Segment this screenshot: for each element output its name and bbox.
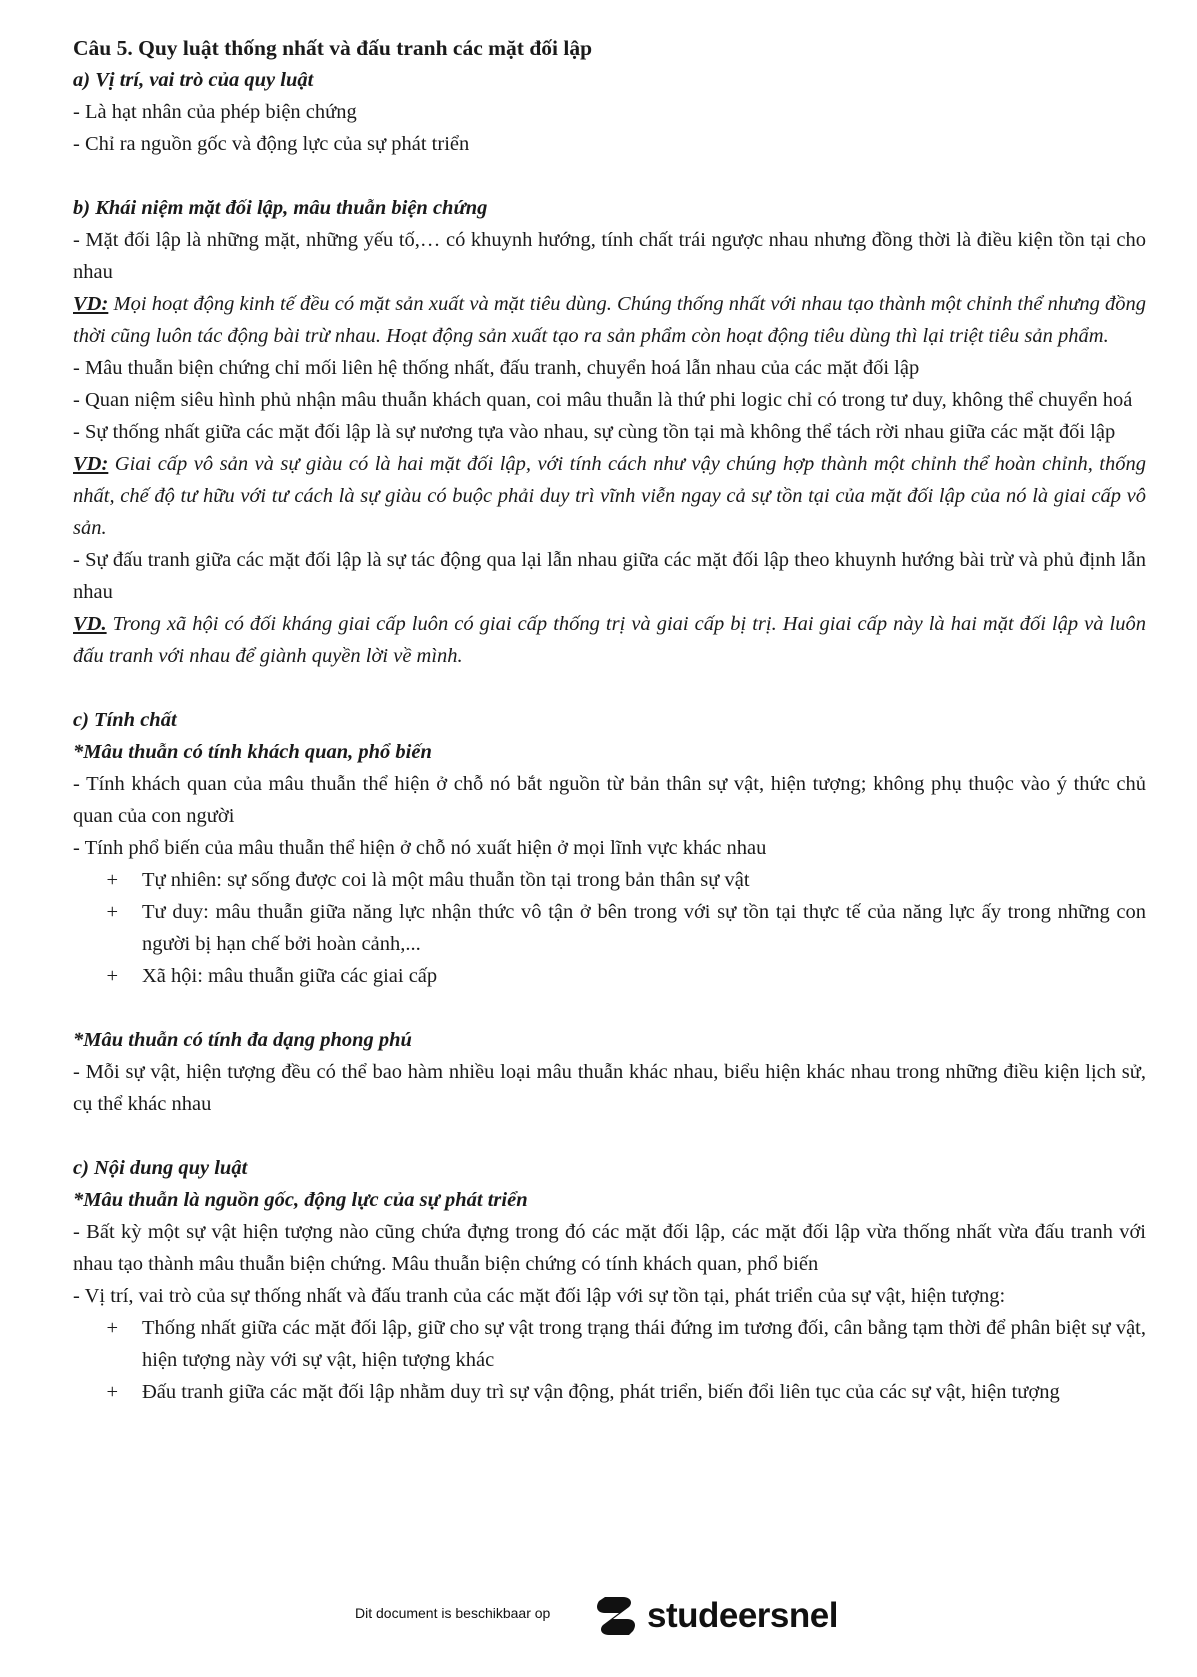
example-text: Trong xã hội có đối kháng giai cấp luôn có giai cấp thống trị và giai cấp bị trị. Hai giai cấp này là hai mặt đối lập và luôn đấu tranh với nhau để giành quyền lời về mình. — [73, 613, 1146, 667]
section-b-paragraph: - Quan niệm siêu hình phủ nhận mâu thuẫn khách quan, coi mâu thuẫn là thứ phi logic chỉ có trong tư duy, không thể chuyển hoá — [73, 389, 1133, 411]
section-a-line-1: - Là hạt nhân của phép biện chứng — [73, 101, 357, 123]
list-item-text: Thống nhất giữa các mặt đối lập, giữ cho sự vật trong trạng thái đứng im tương đối, cân bằng tạm thời để phân biệt sự vật, hiện tượng này với sự vật, hiện tượng khác — [142, 1317, 1146, 1371]
section-c-subheading-2: *Mâu thuẫn có tính đa dạng phong phú — [73, 1029, 412, 1051]
example-2 — [73, 448, 1146, 544]
section-b-paragraph: - Mặt đối lập là những mặt, những yếu tố,… có khuynh hướng, tính chất trái ngược nhau nhưng đồng thời là điều kiện tồn tại cho nhau — [73, 229, 1146, 283]
example-label: VD: — [73, 453, 109, 475]
section-c-paragraph: - Tính phổ biến của mâu thuẫn thể hiện ở chỗ nó xuất hiện ở mọi lĩnh vực khác nhau — [73, 837, 767, 859]
bullet-mark: + — [106, 901, 118, 923]
section-d-paragraph: - Vị trí, vai trò của sự thống nhất và đấu tranh của các mặt đối lập với sự tồn tại, phát triển của sự vật, hiện tượng: — [73, 1285, 1006, 1307]
example-label: VD. — [73, 613, 107, 635]
bullet-mark: + — [106, 869, 118, 891]
section-d-paragraph: - Bất kỳ một sự vật hiện tượng nào cũng chứa đựng trong đó các mặt đối lập, các mặt đối lập vừa thống nhất vừa đấu tranh với nhau tạo thành mâu thuẫn biện chứng. Mâu thuẫn biện chứng có tính khách quan, phổ biến — [73, 1221, 1146, 1275]
section-d-subheading: *Mâu thuẫn là nguồn gốc, động lực của sự phát triển — [73, 1189, 528, 1211]
list-item-text: Tự nhiên: sự sống được coi là một mâu thuẫn tồn tại trong bản thân sự vật — [142, 869, 750, 891]
list-item — [73, 896, 1146, 960]
list-item — [73, 864, 1146, 896]
example-text: Mọi hoạt động kinh tế đều có mặt sản xuất và mặt tiêu dùng. Chúng thống nhất với nhau tạo thành một chỉnh thể nhưng đồng thời cũng luôn tác động bài trừ nhau. Hoạt động sản xuất tạo ra sản phẩm còn hoạt động tiêu dùng thì lại triệt tiêu sản phẩm. — [73, 293, 1146, 347]
bullet-mark: + — [106, 965, 118, 987]
section-c-heading: c) Tính chất — [73, 709, 177, 731]
section-b-paragraph: - Sự thống nhất giữa các mặt đối lập là sự nương tựa vào nhau, sự cùng tồn tại mà không thể tách rời nhau giữa các mặt đối lập — [73, 421, 1116, 443]
list-item — [73, 1376, 1146, 1408]
page-title: Câu 5. Quy luật thống nhất và đấu tranh các mặt đối lập — [73, 36, 593, 60]
example-text: Giai cấp vô sản và sự giàu có là hai mặt đối lập, với tính cách như vậy chúng hợp thành một chỉnh thể hoàn chỉnh, thống nhất, chế độ tư hữu với tư cách là sự giàu có buộc phải duy trì vĩnh viễn ngay cả sự tồn tại của mặt đối lập của nó là giai cấp vô sản. — [73, 453, 1146, 539]
footer-note: Dit document is beschikbaar op — [355, 1605, 551, 1621]
list-item — [73, 960, 1146, 992]
section-b-heading: b) Khái niệm mặt đối lập, mâu thuẫn biện chứng — [73, 197, 488, 219]
example-3 — [73, 608, 1146, 672]
document-page — [73, 32, 1146, 1408]
brand-link[interactable] — [593, 1591, 838, 1639]
list-item-text: Xã hội: mâu thuẫn giữa các giai cấp — [142, 965, 438, 987]
list-item — [73, 1312, 1146, 1376]
bullet-mark: + — [106, 1381, 118, 1403]
list-item-text: Đấu tranh giữa các mặt đối lập nhằm duy trì sự vận động, phát triển, biến đổi liên tục của các sự vật, hiện tượng — [142, 1381, 1060, 1403]
example-label: VD: — [73, 293, 109, 315]
section-c-paragraph: - Mỗi sự vật, hiện tượng đều có thể bao hàm nhiều loại mâu thuẫn khác nhau, biểu hiện khác nhau trong những điều kiện lịch sử, cụ thể khác nhau — [73, 1061, 1146, 1115]
example-1 — [73, 288, 1146, 352]
list-item-text: Tư duy: mâu thuẫn giữa năng lực nhận thức vô tận ở bên trong với sự tồn tại thực tế của năng lực ấy trong những con người bị hạn chế bởi hoàn cảnh,... — [142, 901, 1146, 955]
section-d-heading: c) Nội dung quy luật — [73, 1157, 248, 1179]
section-b-paragraph: - Mâu thuẫn biện chứng chỉ mối liên hệ thống nhất, đấu tranh, chuyển hoá lẫn nhau của các mặt đối lập — [73, 357, 920, 379]
section-b-paragraph: - Sự đấu tranh giữa các mặt đối lập là sự tác động qua lại lẫn nhau giữa các mặt đối lập theo khuynh hướng bài trừ và phủ định lẫn nhau — [73, 549, 1146, 603]
section-c-paragraph: - Tính khách quan của mâu thuẫn thể hiện ở chỗ nó bắt nguồn từ bản thân sự vật, hiện tượng; không phụ thuộc vào ý thức chủ quan của con người — [73, 773, 1146, 827]
bullet-mark: + — [106, 1317, 118, 1339]
footer — [0, 1585, 1197, 1645]
section-a-heading: a) Vị trí, vai trò của quy luật — [73, 69, 314, 91]
section-c-subheading-1: *Mâu thuẫn có tính khách quan, phổ biến — [73, 741, 432, 763]
studeersnel-logo-icon — [593, 1591, 639, 1639]
section-a-line-2: - Chỉ ra nguồn gốc và động lực của sự phát triển — [73, 133, 470, 155]
brand-name: studeersnel — [647, 1595, 838, 1635]
